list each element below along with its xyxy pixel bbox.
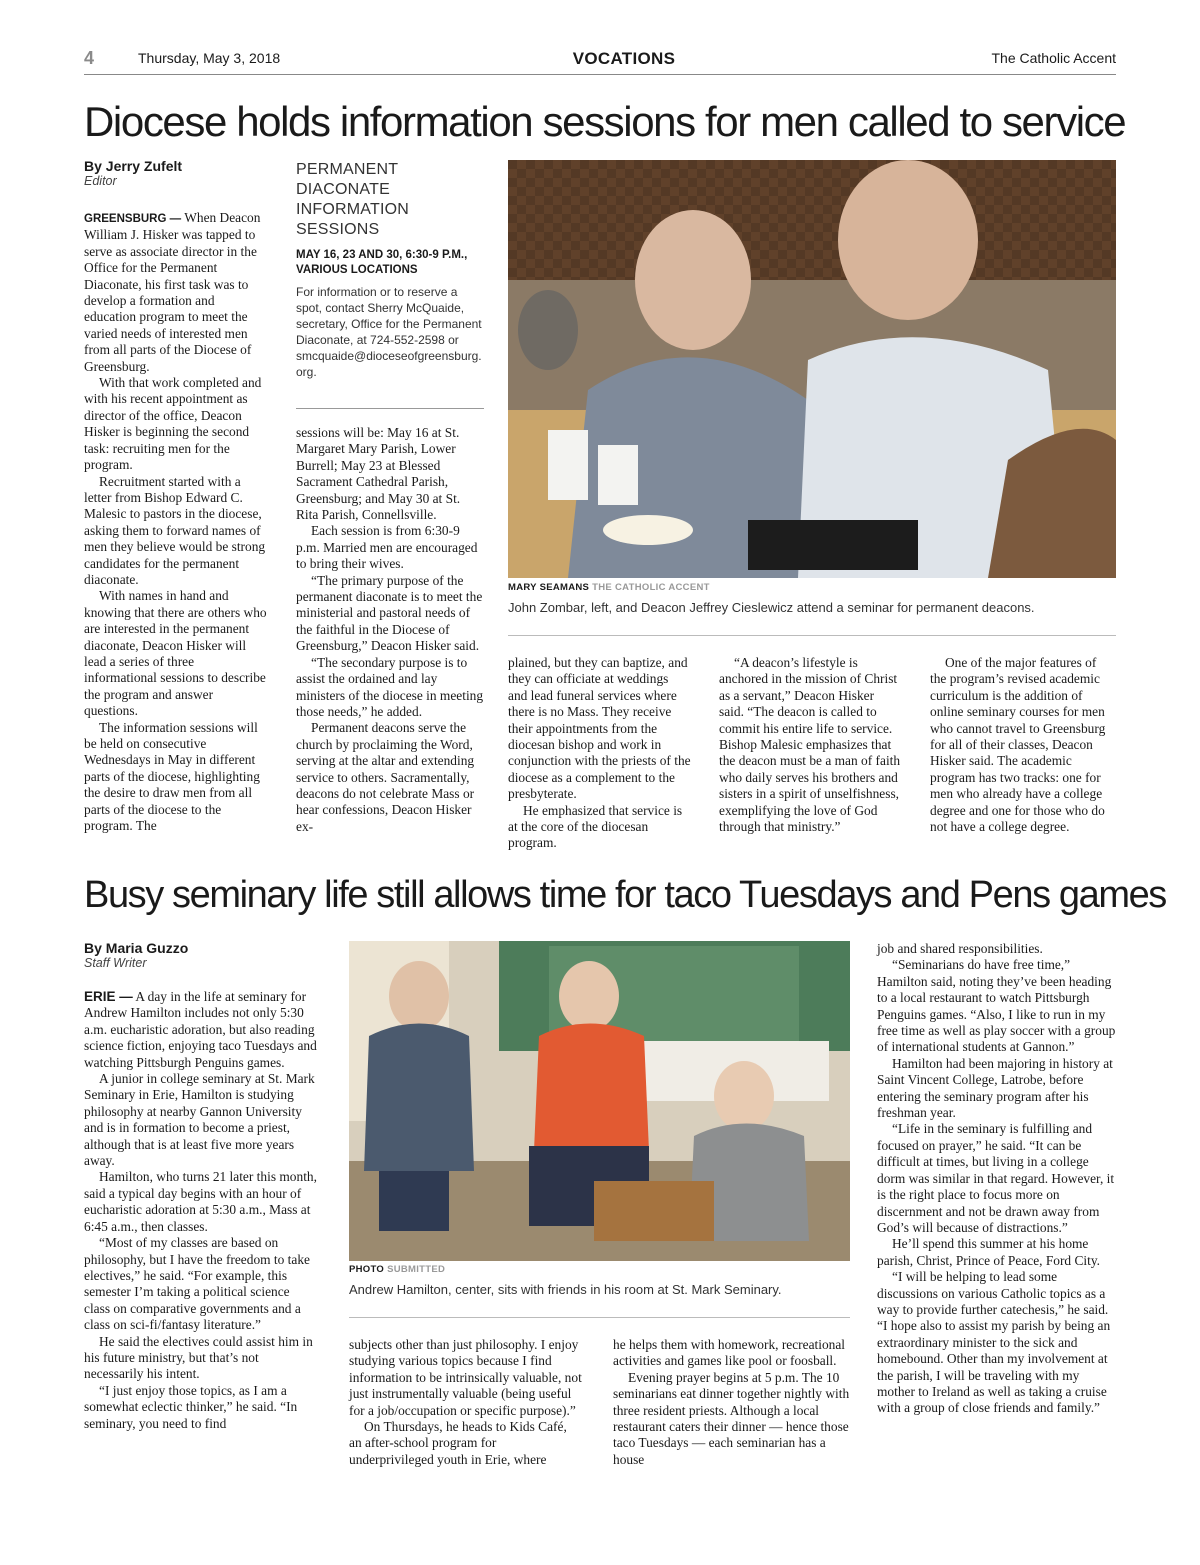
seminarians-photo-image <box>349 941 850 1261</box>
article2-col3 <box>613 1337 850 1468</box>
article1-col1-p1: With that work completed and with his recent appointment as director of the office, Deacon Hisker is beginning the second task: recruiting men for the program. <box>84 375 262 473</box>
article1-col1-p2: Recruitment started with a letter from Bishop Edward C. Malesic to pastors in the diocese, asking them to forward names of men they believe would be strong candidates for the permanent diaconate. <box>84 473 266 587</box>
article2-col2-p1: On Thursdays, he heads to Kids Café, an after-school program for underprivileged youth in Erie, where <box>349 1419 567 1467</box>
article1-col5 <box>930 655 1113 835</box>
photo2-label: PHOTO <box>349 1264 385 1275</box>
photo1-caption: John Zombar, left, and Deacon Jeffrey Cieslewicz attend a seminar for permanent deacons. <box>508 600 1035 615</box>
article1-headline: Diocese holds information sessions for men called to service <box>84 98 1126 145</box>
article2-col4-p3: “Life in the seminary is fulfilling and focused on prayer,” he said. “It can be difficult at times, but living in a college dorm was similar in that regard. However, it is the right place to focus more on discernment and not be drawn away from God’s will because of distractions.” <box>877 1121 1115 1235</box>
seminarians-photo <box>349 941 850 1261</box>
article2-col1-p4: He said the electives could assist him in his future ministry, but that’s not necessarily his intent. <box>84 1333 313 1382</box>
article2-col1-p1: A junior in college seminary at St. Mark Seminary in Erie, Hamilton is studying philosophy at nearby Gannon University and is in formation to become a priest, although that is at least five more years away. <box>84 1071 315 1169</box>
article1-dateline: GREENSBURG — <box>84 213 182 225</box>
article2-col4-p2: Hamilton had been majoring in history at Saint Vincent College, Latrobe, before entering the seminary program after his freshman year. <box>877 1055 1113 1121</box>
article2-col3-p1: Evening prayer begins at 5 p.m. The 10 seminarians eat dinner together nightly with three resident priests. Although a local restaurant caters their dinner — hence those taco Tuesdays — each seminarian has a house <box>613 1369 850 1467</box>
article1-col2-p4: Permanent deacons serve the church by proclaiming the Word, serving at the altar and extending service to others. Sacramentally, deacons do not celebrate Mass or hear confessions, Deacon Hisker ex- <box>296 720 475 834</box>
photo2-agency: SUBMITTED <box>387 1264 446 1275</box>
photo1-rule <box>508 635 1116 636</box>
page-number: 4 <box>84 48 95 68</box>
article2-col2-p0: subjects other than just philosophy. I enjoy studying various topics because I find information to be intrinsically valuable, not just instrumentally valuable (being useful for a job/occupation or specific purpose).” <box>349 1337 582 1418</box>
article1-col2-p2: “The primary purpose of the permanent diaconate is to meet the ministerial and pastoral needs of the faithful in the Diocese of Greensburg,” Deacon Hisker said. <box>296 572 483 654</box>
info-sidebar <box>296 160 484 380</box>
article1-col4 <box>719 655 902 835</box>
article2-col1-p0: ERIE — A day in the life at seminary for Andrew Hamilton includes not only 5:30 a.m. eucharistic adoration, but also reading science fiction, enjoying taco Tuesdays and watching Pittsburgh Penguins games. <box>84 989 317 1070</box>
article1-col3-p1: He emphasized that service is at the core of the diocesan program. <box>508 802 683 851</box>
article2-headline: Busy seminary life still allows time for taco Tuesdays and Pens games <box>84 874 1166 916</box>
article1-col3 <box>508 655 691 852</box>
article1-role: Editor <box>84 174 117 188</box>
article2-col4-p1: “Seminarians do have free time,” Hamilton said, noting they’ve been heading to a local restaurant to watch Pittsburgh Penguins games. “Also, I like to run in my free time as well as play soccer with a group of international students at Gannon.” <box>877 957 1116 1055</box>
article2-role: Staff Writer <box>84 956 147 970</box>
article1-col5-p0: One of the major features of the program’s revised academic curriculum is the addition of online seminary courses for men who cannot travel to Greensburg for all of their classes, Deacon Hisker said. The academic program has two tracks: one for men who already have a college degree and one for those who do not have a college degree. <box>930 655 1106 835</box>
article2-col4-p5: “I will be helping to lead some discussions on various Catholic topics as a way to provide further catechesis,” he said. “I hope also to assist my parish by being an extraordinary minister to the sick and homebound. Other than my involvement at the parish, I will be traveling with my mother to Ireland as well as taking a cruise with a group of close friends and family.” <box>877 1269 1111 1416</box>
sidebar-title: PERMANENT DIACONATE INFORMATION SESSIONS <box>296 161 410 238</box>
header-rule <box>84 74 1116 75</box>
article1-col2 <box>296 425 484 835</box>
article1-col3-p0: plained, but they can baptize, and they can officiate at weddings and lead funeral services where there is no Mass. They receive their appointments from the diocesan bishop and work in conjunction with the priests of the diocese as a complement to the presbyterate. <box>508 655 691 802</box>
sidebar-rule <box>296 408 484 409</box>
article1-col4-p0: “A deacon’s lifestyle is anchored in the mission of Christ as a servant,” Deacon Hisker said. “The deacon is called to commit his entire life to service. Bishop Malesic emphasizes that the deacon must be a man of faith who daily serves his brothers and sisters in a spirit of unselfishness, exemplifying the love of God through that ministry.” <box>719 655 901 835</box>
photo2-credit <box>349 1264 445 1275</box>
article1-col2-p1: Each session is from 6:30-9 p.m. Married men are encouraged to bring their wives. <box>296 523 478 572</box>
photo1-agency: THE CATHOLIC ACCENT <box>592 582 710 593</box>
photo1-credit <box>508 582 710 593</box>
article2-col4 <box>877 941 1116 1417</box>
article2-col2 <box>349 1337 582 1468</box>
article2-col4-p4: He’ll spend this summer at his home parish, Christ, Prince of Peace, Ford City. <box>877 1236 1101 1268</box>
article1-byline-block <box>84 158 264 188</box>
article2-col1 <box>84 989 317 1432</box>
article2-dateline: ERIE — <box>84 989 133 1004</box>
photo1-photographer: MARY SEAMANS <box>508 582 590 593</box>
article2-col4-p0: job and shared responsibilities. <box>877 941 1043 956</box>
article2-byline: By Maria Guzzo <box>84 940 189 956</box>
article1-col2-p3: “The secondary purpose is to assist the ordained and lay ministers of the diocese in meeting those needs,” he added. <box>296 654 484 719</box>
issue-date: Thursday, May 3, 2018 <box>138 50 281 66</box>
section-title: VOCATIONS <box>572 49 676 68</box>
article2-col3-p0: he helps them with homework, recreational activities and games like pool or foosball. <box>613 1337 846 1369</box>
seminar-photo <box>508 160 1116 578</box>
article2-col1-p3: “Most of my classes are based on philosophy, but I have the freedom to take electives,” he said. “For example, this semester I’m taking a political science class on comparative governments and a class on sci-fi/fantasy literature.” <box>84 1235 310 1333</box>
article1-col1-p4: The information sessions will be held on consecutive Wednesdays in May in different parts of the diocese, highlighting the desire to draw men from all parts of the diocese to the program. The <box>84 719 260 834</box>
photo2-rule <box>349 1317 850 1318</box>
seminar-photo-image <box>508 160 1116 578</box>
sidebar-info: For information or to reserve a spot, contact Sherry McQuaide, secretary, Office for the Permanent Diaconate, at 724-552-2598 or smcquaide@dioceseofgreensburg.org. <box>296 285 482 379</box>
article1-col2-p0: sessions will be: May 16 at St. Margaret Mary Parish, Lower Burrell; May 23 at Blessed Sacrament Cathedral Parish, Greensburg; and May 30 at St. Rita Parish, Connellsville. <box>296 425 461 523</box>
article2-col1-p5: “I just enjoy those topics, as I am a somewhat eclectic thinker,” he said. “In seminary, you need to find <box>84 1382 298 1431</box>
article2-col1-p2: Hamilton, who turns 21 later this month, said a typical day begins with an hour of eucharistic adoration at 5:30 a.m., Mass at 6:45 a.m., then classes. <box>84 1169 317 1234</box>
publication-name: The Catholic Accent <box>991 50 1116 66</box>
article1-col1-p0: GREENSBURG — When Deacon William J. Hisker was tapped to serve as associate director in the Office for the Permanent Diaconate, his first task was to develop a formation and education program to meet the varied needs of interested men from all parts of the Diocese of Greensburg. <box>84 210 261 374</box>
sidebar-dates: MAY 16, 23 AND 30, 6:30-9 P.M., VARIOUS LOCATIONS <box>296 249 468 276</box>
photo2-caption: Andrew Hamilton, center, sits with friends in his room at St. Mark Seminary. <box>349 1282 782 1297</box>
article1-byline: By Jerry Zufelt <box>84 158 183 174</box>
article1-col1 <box>84 210 267 834</box>
article1-col1-p3: With names in hand and knowing that there are others who are interested in the permanent diaconate, Deacon Hisker will lead a series of three informational sessions to describe the program and answer questions. <box>84 588 267 719</box>
article2-byline-block <box>84 940 284 970</box>
